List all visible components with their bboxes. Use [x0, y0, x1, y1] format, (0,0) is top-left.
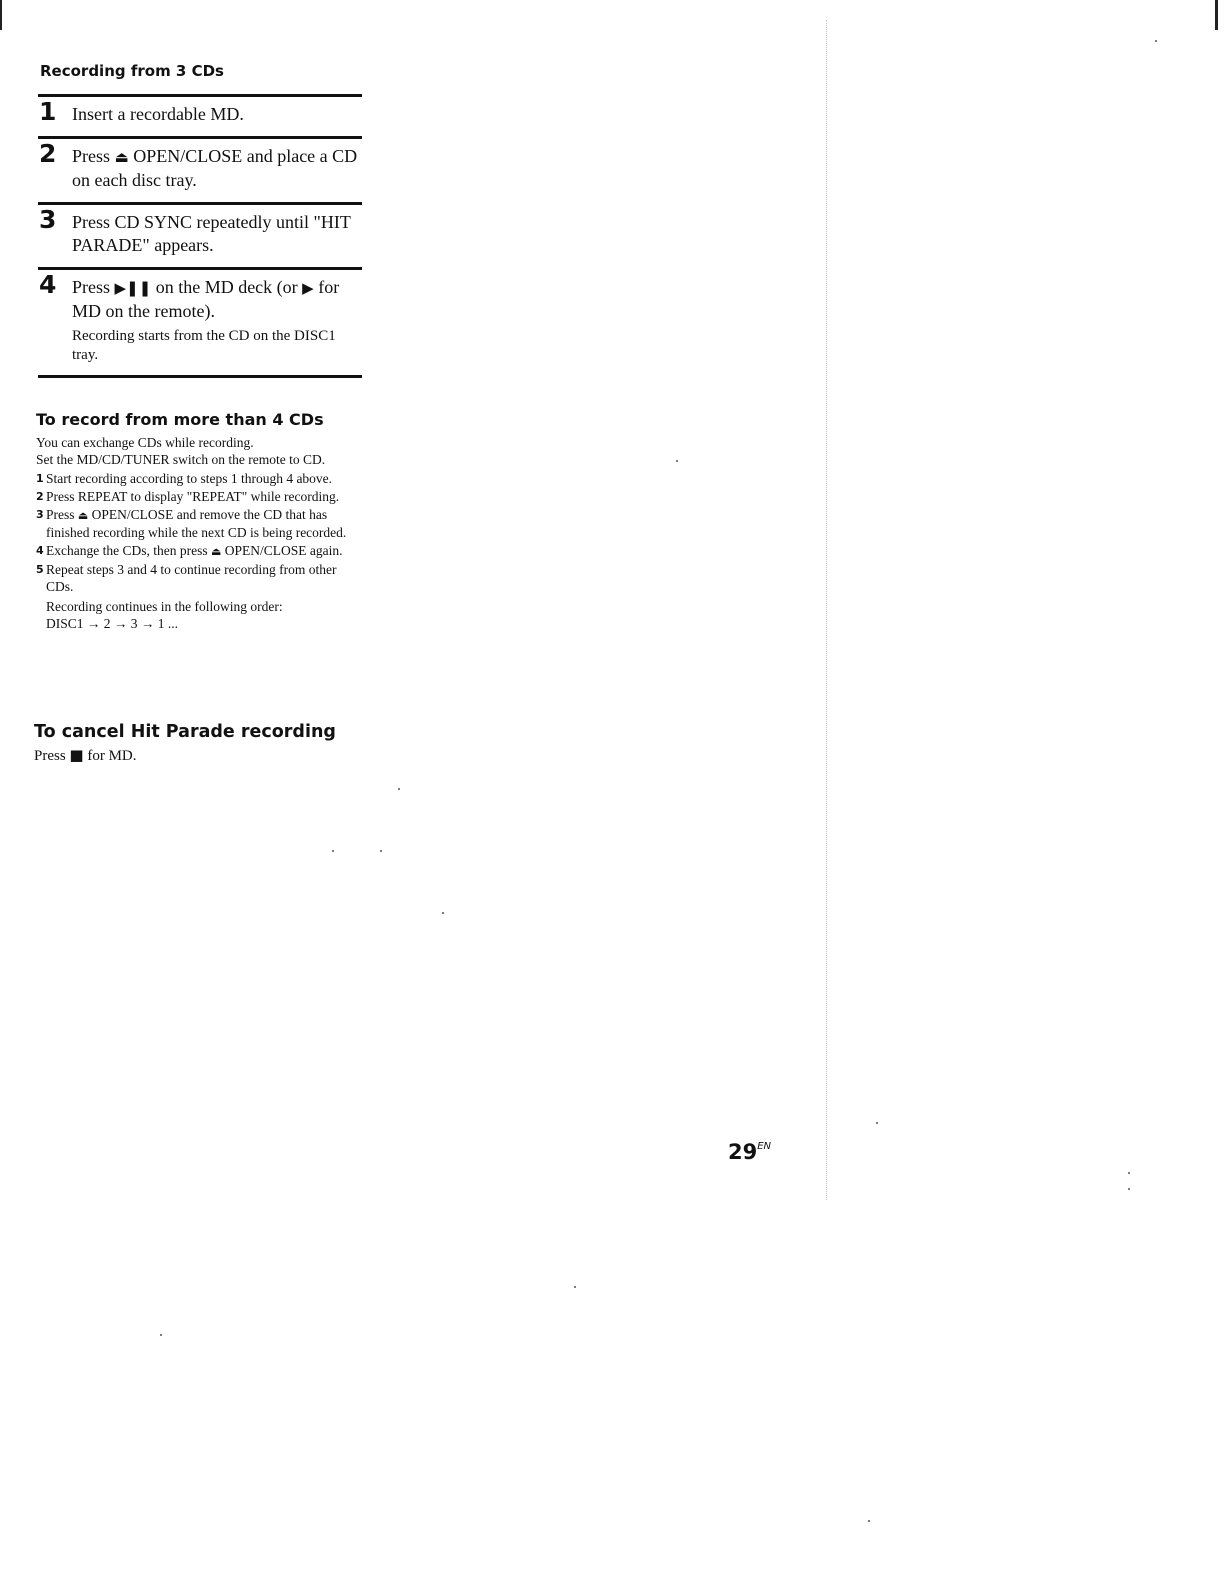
scan-edge-right: [1215, 0, 1218, 30]
list-item: 1 Start recording according to steps 1 through 4 above.: [36, 471, 333, 486]
scan-speck: [574, 1286, 576, 1288]
play-icon: ▶: [302, 279, 314, 297]
step-text: Press ▶❚❚ on the MD deck (or ▶ for MD on the remote).: [72, 277, 340, 321]
scan-speck: [1128, 1172, 1130, 1174]
cancel-title: To cancel Hit Parade recording: [34, 722, 336, 742]
list-item: 2 Press REPEAT to display "REPEAT" while recording.: [36, 489, 340, 504]
step-number: 3: [39, 205, 57, 234]
step-text: Press ⏏ OPEN/CLOSE and place a CD on each disc tray.: [72, 146, 358, 190]
step-text: Press CD SYNC repeatedly until "HIT PARADE" appears.: [72, 212, 351, 255]
step-4: [38, 267, 362, 375]
scan-speck: [868, 1520, 870, 1522]
step-3: [38, 202, 362, 267]
scan-speck: [676, 460, 678, 462]
scan-artifact-line: [826, 20, 827, 1200]
scan-speck: [380, 850, 382, 852]
step-1: [38, 94, 362, 136]
section-title: Recording from 3 CDs: [40, 62, 224, 80]
order-note: Recording continues in the following order:: [46, 599, 283, 614]
list-item: 3 Press ⏏ OPEN/CLOSE and remove the CD that has finished recording while the next CD is being recorded.: [36, 507, 347, 540]
step-number: 2: [39, 139, 57, 168]
step-number: 1: [39, 97, 57, 126]
page-suffix: EN: [757, 1141, 772, 1152]
eject-icon: ⏏: [77, 509, 89, 522]
steps-end-rule: [38, 375, 362, 378]
scan-speck: [160, 1334, 162, 1336]
scan-speck: [876, 1122, 878, 1124]
disc-order: DISC1 → 2 → 3 → 1 ...: [46, 616, 179, 631]
step-note: Recording starts from the CD on the DISC1 tray.: [72, 328, 336, 363]
scan-speck: [332, 850, 334, 852]
eject-icon: ⏏: [210, 545, 222, 558]
page-number: $29^{EN}$: [728, 1140, 772, 1164]
more-cds-procedure: [36, 470, 356, 632]
play-pause-icon: ▶❚❚: [114, 279, 152, 297]
step-number: 4: [39, 270, 57, 299]
scan-speck: [1155, 40, 1157, 42]
more-cds-title: To record from more than 4 CDs: [36, 410, 324, 429]
step-2: [38, 136, 362, 202]
scan-speck: [398, 788, 400, 790]
more-cds-intro: You can exchange CDs while recording.: [36, 435, 254, 450]
steps-list: [38, 94, 362, 378]
cancel-text: Press ■ for MD.: [34, 746, 137, 764]
more-cds-body: [36, 434, 356, 633]
scan-speck: [442, 912, 444, 914]
scan-edge-left: [0, 0, 2, 30]
list-item: 5 Repeat steps 3 and 4 to continue recording from other CDs. Recording continues in the following order: DISC1 → 2 → 3 → 1 ...: [36, 561, 356, 632]
list-item: 4 Exchange the CDs, then press ⏏ OPEN/CLOSE again.: [36, 543, 343, 558]
stop-icon: ■: [69, 746, 84, 764]
eject-icon: ⏏: [114, 148, 129, 166]
more-cds-intro: Set the MD/CD/TUNER switch on the remote to CD.: [36, 452, 326, 467]
step-text: Insert a recordable MD.: [72, 104, 244, 124]
scan-speck: [1128, 1188, 1130, 1190]
